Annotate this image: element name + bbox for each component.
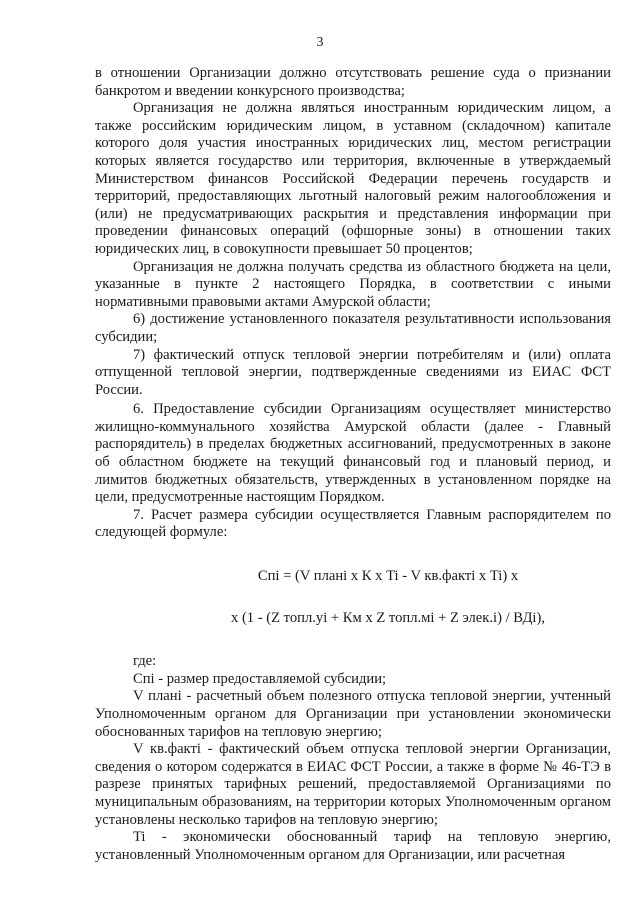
paragraph-bankruptcy: в отношении Организации должно отсутствовать решение суда о признании банкротом и введении конкурсного производства; (95, 65, 611, 99)
page-number: 3 (316, 35, 324, 50)
definition-v-plan: V планi - расчетный объем полезного отпуска тепловой энергии, учтенный Уполномоченным органом для Организации при установлении экономически обоснованных тарифов на тепловую энергию; (95, 688, 611, 740)
paragraph-section-7: 7. Расчет размера субсидии осуществляется Главным распорядителем по следующей формуле: (95, 506, 611, 541)
paragraph-item-7: 7) фактический отпуск тепловой энергии потребителям и (или) оплата отпущенной тепловой энергии, подтвержденные сведениями из ЕИАС ФСТ России. (95, 346, 611, 398)
formula-line-1: Cпi = (V планi х К х Ti - V кв.фактi х Ti) х (257, 568, 519, 585)
definition-tariff: Ti - экономически обоснованный тариф на тепловую энергию, установленный Уполномоченным органом для Организации, или расчетная (95, 829, 611, 863)
paragraph-item-6: 6) достижение установленного показателя результативности использования субсидии; (95, 311, 611, 345)
where-label: где: (133, 653, 157, 670)
definition-csp: Cпi - размер предоставляемой субсидии; (133, 670, 387, 687)
paragraph-foreign-entity: Организация не должна являться иностранным юридическим лицом, а также российским юридическим лицом, в уставном (складочном) капитале которого доля участия иностранных юридических лиц, местом регистрации которых является государство или территория, включенные в утверждаемый Министерством финансов Российской Федерации перечень государств и территорий, предоставляющих льготный налоговый режим налогообложения и (или) не предусматривающих раскрытия и представления информации при проведении финансовых операций (офшорные зоны) в отношении таких юридических лиц, в совокупности превышает 50 процентов; (95, 100, 611, 257)
paragraph-section-6: 6. Предоставление субсидии Организациям осуществляет министерство жилищно-коммунального хозяйства Амурской области (далее - Главный распорядитель) в пределах бюджетных ассигнований, предусмотренных в законе об областном бюджете на текущий финансовый год и плановый период, и лимитов бюджетных обязательств, утвержденных в установленном порядке на цели, предусмотренные настоящим Порядком. (95, 401, 611, 506)
formula-line-2: х (1 - (Z топл.уi + Км х Z топл.мi + Z элек.i) / ВДi), (231, 609, 545, 626)
paragraph-regional-budget: Организация не должна получать средства из областного бюджета на цели, указанные в пункте 2 настоящего Порядка, в соответствии с иными нормативными правовыми актами Амурской области; (95, 258, 611, 310)
document-body (95, 65, 611, 864)
definition-v-fact: V кв.фактi - фактический объем отпуска тепловой энергии Организации, сведения о котором содержатся в ЕИАС ФСТ России, а также в форме № 46-ТЭ в разрезе принятых тарифных решений, предоставляемой Организациями по муниципальным образованиям, на территории которых Уполномоченным органом установлены несколько тарифов на тепловую энергию; (95, 741, 611, 828)
